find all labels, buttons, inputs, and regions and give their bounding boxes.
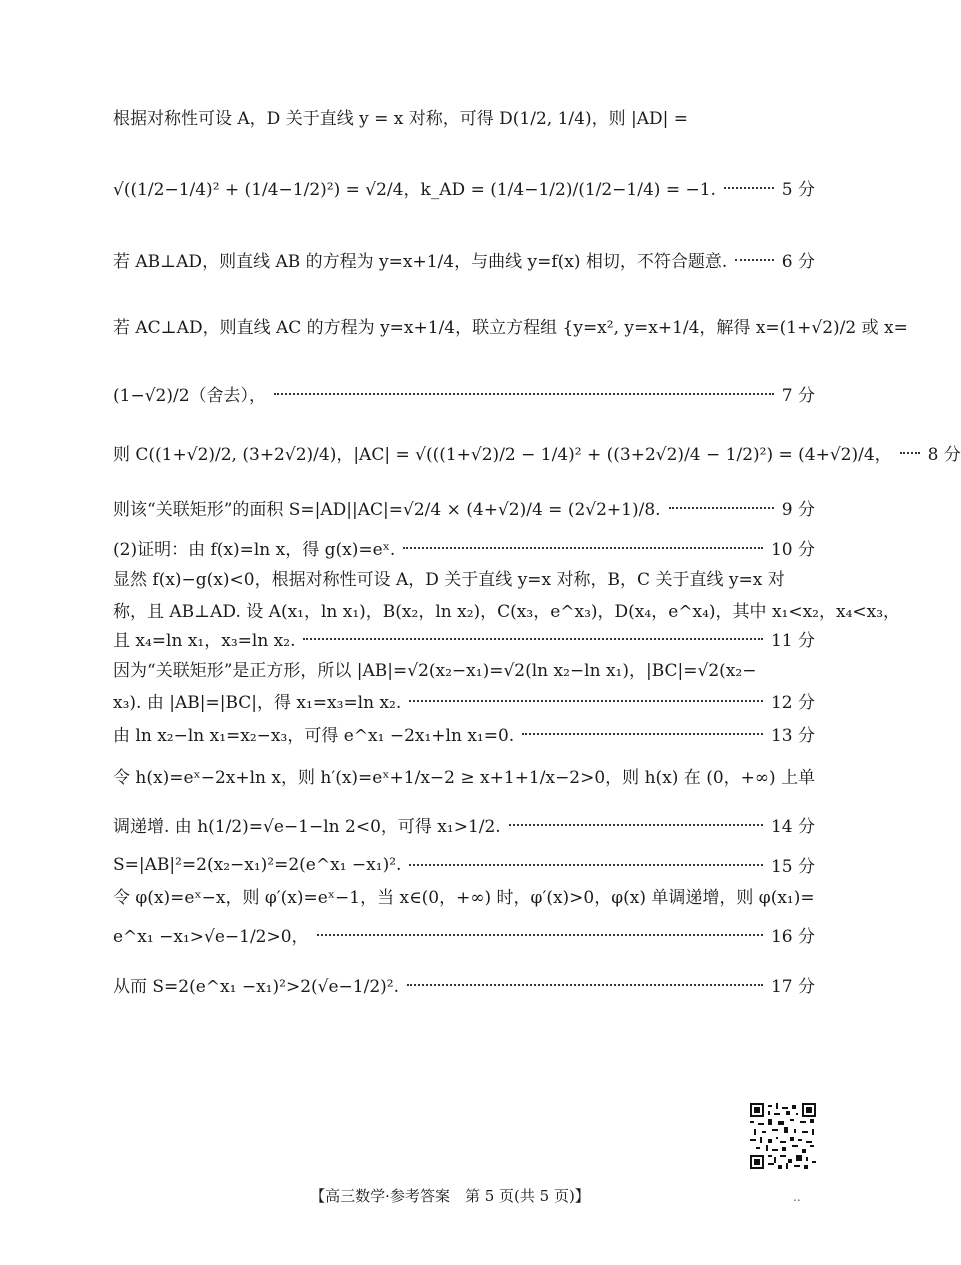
solution-line-20 — [113, 972, 815, 997]
solution-line-1 — [113, 104, 815, 129]
line-text: 令 h(x)=eˣ−2x+ln x，则 h′(x)=eˣ+1/x−2 ≥ x+1+1/x−2>0，则 h(x) 在 (0，+∞) 上单 — [113, 768, 816, 788]
line-text: x₃). 由 |AB|=|BC|，得 x₁=x₃=ln x₂. — [113, 693, 402, 713]
leader-dots — [669, 507, 774, 509]
solution-line-11 — [113, 626, 815, 651]
leader-dots — [735, 259, 773, 261]
solution-line-15 — [113, 763, 815, 788]
solution-line-10 — [113, 597, 901, 622]
solution-line-19 — [113, 922, 815, 947]
leader-dots — [317, 934, 763, 936]
score-label: 10 分 — [770, 540, 815, 560]
leader-dots — [403, 547, 763, 549]
score-label: 14 分 — [770, 817, 815, 837]
line-text: 令 φ(x)=eˣ−x，则 φ′(x)=eˣ−1，当 x∈(0，+∞) 时，φ′(x)>0，φ(x) 单调递增，则 φ(x₁)= — [113, 888, 815, 908]
solution-line-9 — [113, 565, 815, 590]
leader-dots — [303, 638, 762, 640]
line-text: √((1/2−1/4)² + (1/4−1/2)²) = √2/4，k_AD = (1/4−1/2)/(1/2−1/4) = −1. — [113, 180, 716, 200]
line-text: 因为“关联矩形”是正方形，所以 |AB|=√2(x₂−x₁)=√2(ln x₂−ln x₁)，|BC|=√2(x₂− — [113, 661, 757, 681]
leader-dots — [522, 733, 763, 735]
score-label: 6 分 — [781, 252, 815, 272]
score-label: 16 分 — [770, 927, 815, 947]
score-label: 7 分 — [781, 386, 815, 406]
score-label: 15 分 — [770, 857, 815, 877]
leader-dots — [274, 393, 774, 395]
solution-line-3 — [113, 247, 815, 272]
line-text: 由 ln x₂−ln x₁=x₂−x₃，可得 e^x₁ −2x₁+ln x₁=0. — [113, 726, 515, 746]
solution-line-12 — [113, 656, 815, 681]
score-label: 5 分 — [781, 180, 815, 200]
solution-line-7 — [113, 495, 815, 520]
line-text: 显然 f(x)−g(x)<0，根据对称性可设 A，D 关于直线 y=x 对称，B，C 关于直线 y=x 对 — [113, 570, 785, 590]
solution-line-17 — [113, 852, 815, 877]
score-label: 11 分 — [770, 631, 815, 651]
line-text: 若 AC⊥AD，则直线 AC 的方程为 y=x+1/4，联立方程组 {y=x², y=x+1/4，解得 x=(1+√2)/2 或 x= — [113, 318, 908, 338]
line-text: 则该“关联矩形”的面积 S=|AD||AC|=√2/4 × (4+√2)/4 = (2√2+1)/8. — [113, 500, 661, 520]
page-footer: 【高三数学·参考答案 第 5 页(共 5 页)】 — [310, 1187, 590, 1205]
score-label: 8 分 — [927, 445, 961, 465]
leader-dots — [407, 984, 763, 986]
solution-line-5 — [113, 381, 815, 406]
line-text: 则 C((1+√2)/2, (3+2√2)/4)，|AC| = √(((1+√2)/2 − 1/4)² + ((3+2√2)/4 − 1/2)²) = (4+√2)/4， — [113, 445, 892, 465]
solution-line-18 — [113, 883, 815, 908]
leader-dots — [900, 452, 920, 454]
line-text: 若 AB⊥AD，则直线 AB 的方程为 y=x+1/4，与曲线 y=f(x) 相切，不符合题意. — [113, 252, 728, 272]
line-text: (1−√2)/2（舍去）， — [113, 386, 267, 406]
footer-trailing-dots: .. — [793, 1190, 801, 1204]
line-text: 称，且 AB⊥AD. 设 A(x₁，ln x₁)，B(x₂，ln x₂)，C(x₃，e^x₃)，D(x₄，e^x₄)，其中 x₁<x₂，x₄<x₃， — [113, 602, 901, 622]
score-label: 13 分 — [770, 726, 815, 746]
solution-line-8 — [113, 535, 815, 560]
line-text: 且 x₄=ln x₁，x₃=ln x₂. — [113, 631, 296, 651]
leader-dots — [409, 864, 763, 866]
leader-dots — [409, 700, 763, 702]
solution-line-4 — [113, 313, 908, 338]
line-text: (2)证明：由 f(x)=ln x，得 g(x)=eˣ. — [113, 540, 396, 560]
line-text: S=|AB|²=2(x₂−x₁)²=2(e^x₁ −x₁)². — [113, 854, 402, 875]
line-text: 调递增. 由 h(1/2)=√e−1−ln 2<0，可得 x₁>1/2. — [113, 817, 501, 837]
solution-line-14 — [113, 721, 815, 746]
score-label: 9 分 — [781, 500, 815, 520]
solution-line-6 — [113, 440, 961, 465]
solution-line-13 — [113, 688, 815, 713]
leader-dots — [509, 824, 763, 826]
line-text: e^x₁ −x₁>√e−1/2>0， — [113, 927, 309, 947]
score-label: 17 分 — [770, 977, 815, 997]
qr-code-icon — [750, 1103, 816, 1169]
line-text: 从而 S=2(e^x₁ −x₁)²>2(√e−1/2)². — [113, 977, 399, 997]
line-text: 根据对称性可设 A，D 关于直线 y = x 对称，可得 D(1/2, 1/4)，则 |AD| = — [113, 109, 689, 129]
score-label: 12 分 — [770, 693, 815, 713]
solution-line-16 — [113, 812, 815, 837]
leader-dots — [724, 187, 774, 189]
solution-line-2 — [113, 175, 815, 200]
